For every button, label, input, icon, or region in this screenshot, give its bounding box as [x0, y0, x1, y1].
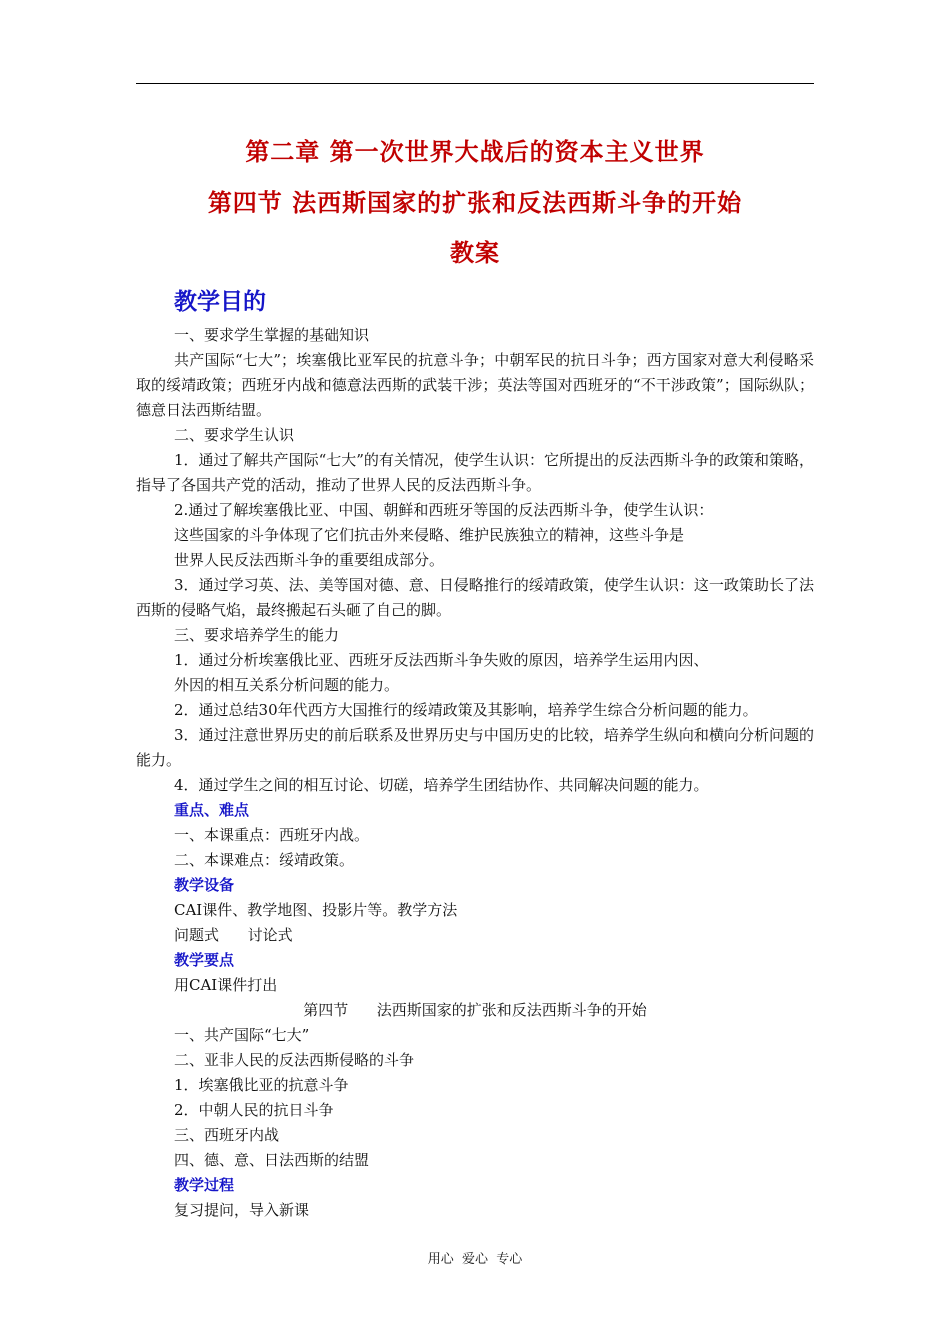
outline-item: 一、共产国际“七大” — [174, 1026, 310, 1044]
objectives-part1-title: 一、要求学生掌握的基础知识 — [174, 326, 370, 344]
section-title: 第四节 法西斯国家的扩张和反法西斯斗争的开始 — [207, 188, 743, 217]
equipment-heading: 教学设备 — [174, 876, 235, 894]
objectives-part2-item3: 3．通过学习英、法、美等国对德、意、日侵略推行的绥靖政策，使学生认识：这一政策助长了法西斯的侵略气焰，最终搬起石头砸了自己的脚。 — [136, 576, 814, 619]
outline-item: 2．中朝人民的抗日斗争 — [174, 1101, 334, 1119]
objectives-part3-item1-line2: 外因的相互关系分析问题的能力。 — [174, 676, 400, 694]
objectives-part2-item2-line3: 世界人民反法西斯斗争的重要组成部分。 — [174, 551, 445, 569]
objectives-part1-body: 共产国际“七大”；埃塞俄比亚军民的抗意斗争；中朝军民的抗日斗争；西方国家对意大利侵略采取的绥靖政策；西班牙内战和德意法西斯的武装干涉；英法等国对西班牙的“不干涉政策”；国际纵队；德意日法西斯结盟。 — [136, 351, 814, 419]
objectives-part3-title: 三、要求培养学生的能力 — [174, 626, 340, 644]
objectives-part3-item1-line1: 1．通过分析埃塞俄比亚、西班牙反法西斯斗争失败的原因，培养学生运用内因、 — [174, 651, 709, 669]
equipment-line2: 问题式 讨论式 — [174, 926, 293, 944]
objectives-part3-item3: 3．通过注意世界历史的前后联系及世界历史与中国历史的比较，培养学生纵向和横向分析问题的能力。 — [136, 726, 814, 769]
objectives-part2-item2-line2: 这些国家的斗争体现了它们抗击外来侵略、维护民族独立的精神，这些斗争是 — [174, 526, 685, 544]
objectives-heading: 教学目的 — [174, 288, 266, 315]
objectives-part2-item2-line1: 2.通过了解埃塞俄比亚、中国、朝鲜和西班牙等国的反法西斯斗争，使学生认识： — [174, 501, 714, 519]
equipment-line1: CAI课件、教学地图、投影片等。教学方法 — [174, 901, 458, 919]
outline-heading: 教学要点 — [174, 951, 235, 969]
key-point-difficulty: 二、本课难点：绥靖政策。 — [174, 851, 355, 869]
outline-intro: 用CAI课件打出 — [174, 976, 278, 994]
outline-item: 二、亚非人民的反法西斯侵略的斗争 — [174, 1051, 415, 1069]
objectives-part3-item4: 4．通过学生之间的相互讨论、切磋，培养学生团结协作、共同解决问题的能力。 — [174, 776, 709, 794]
process-heading: 教学过程 — [174, 1176, 235, 1194]
chapter-title: 第二章 第一次世界大战后的资本主义世界 — [245, 137, 705, 166]
objectives-part2-item1: 1．通过了解共产国际“七大”的有关情况，使学生认识：它所提出的反法西斯斗争的政策和策略，指导了各国共产党的活动，推动了世界人民的反法西斯斗争。 — [136, 451, 814, 494]
doc-type-title: 教案 — [450, 238, 500, 267]
outline-section-title: 第四节 法西斯国家的扩张和反法西斯斗争的开始 — [303, 1001, 647, 1019]
header-rule — [136, 83, 814, 84]
page-footer: 用心 爱心 专心 — [427, 1252, 523, 1267]
objectives-part3-item2: 2．通过总结30年代西方大国推行的绥靖政策及其影响，培养学生综合分析问题的能力。 — [174, 701, 758, 719]
key-point-focus: 一、本课重点：西班牙内战。 — [174, 826, 370, 844]
key-points-heading: 重点、难点 — [174, 801, 250, 819]
process-line1: 复习提问，导入新课 — [174, 1201, 310, 1219]
objectives-part2-title: 二、要求学生认识 — [174, 426, 295, 444]
outline-item: 1．埃塞俄比亚的抗意斗争 — [174, 1076, 349, 1094]
outline-item: 三、西班牙内战 — [174, 1126, 280, 1144]
outline-item: 四、德、意、日法西斯的结盟 — [174, 1151, 370, 1169]
